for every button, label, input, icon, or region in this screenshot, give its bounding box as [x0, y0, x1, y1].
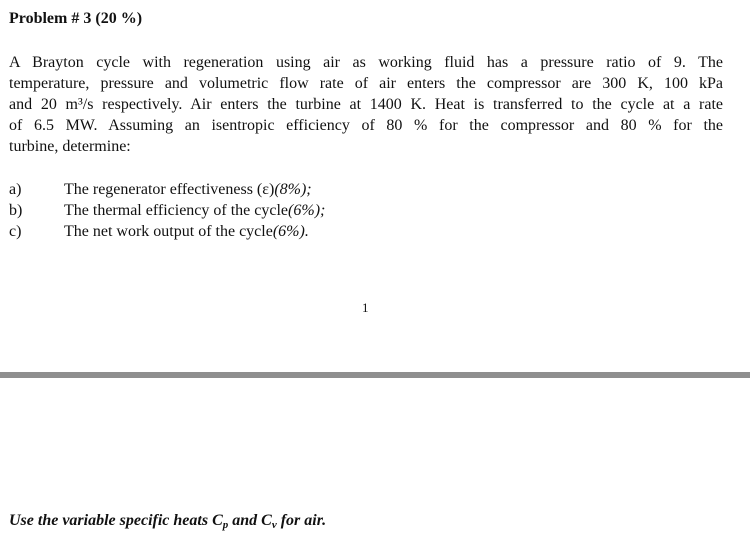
question-weight: (8%); — [274, 181, 312, 198]
page-number: 1 — [362, 300, 369, 315]
question-item — [9, 221, 709, 242]
question-weight: (6%); — [288, 202, 326, 219]
statement-line: A Brayton cycle with regeneration using air as working fluid has a pressure ratio of 9. The — [9, 54, 723, 71]
question-item — [9, 200, 709, 221]
question-weight: (6%). — [272, 223, 309, 240]
note-subscript-p: p — [222, 519, 229, 531]
question-list — [9, 179, 709, 242]
question-text: The thermal efficiency of the cycle — [64, 202, 289, 219]
question-letter: c) — [9, 223, 22, 240]
question-letter: b) — [9, 202, 23, 219]
statement-line: and 20 m³/s respectively. Air enters the turbine at 1400 K. Heat is transferred to the cycle at a rate — [9, 96, 723, 113]
problem-title: Problem # 3 (20 %) — [9, 10, 143, 27]
specific-heats-note — [9, 511, 326, 535]
statement-line: of 6.5 MW. Assuming an isentropic efficiency of 80 % for the compressor and 80 % for the — [9, 117, 723, 134]
note-middle: and C — [228, 512, 272, 529]
question-letter: a) — [9, 181, 22, 198]
question-text: The net work output of the cycle — [64, 223, 273, 240]
problem-statement — [9, 52, 723, 157]
question-text: The regenerator effectiveness (ε) — [64, 181, 275, 198]
note-subscript-v: v — [271, 519, 277, 531]
statement-line: temperature, pressure and volumetric flow rate of air enters the compressor are 300 K, 100 kPa — [9, 75, 723, 92]
statement-line: turbine, determine: — [9, 138, 131, 155]
note-prefix: Use the variable specific heats C — [9, 512, 223, 529]
note-suffix: for air. — [276, 512, 327, 529]
question-item — [9, 179, 709, 200]
